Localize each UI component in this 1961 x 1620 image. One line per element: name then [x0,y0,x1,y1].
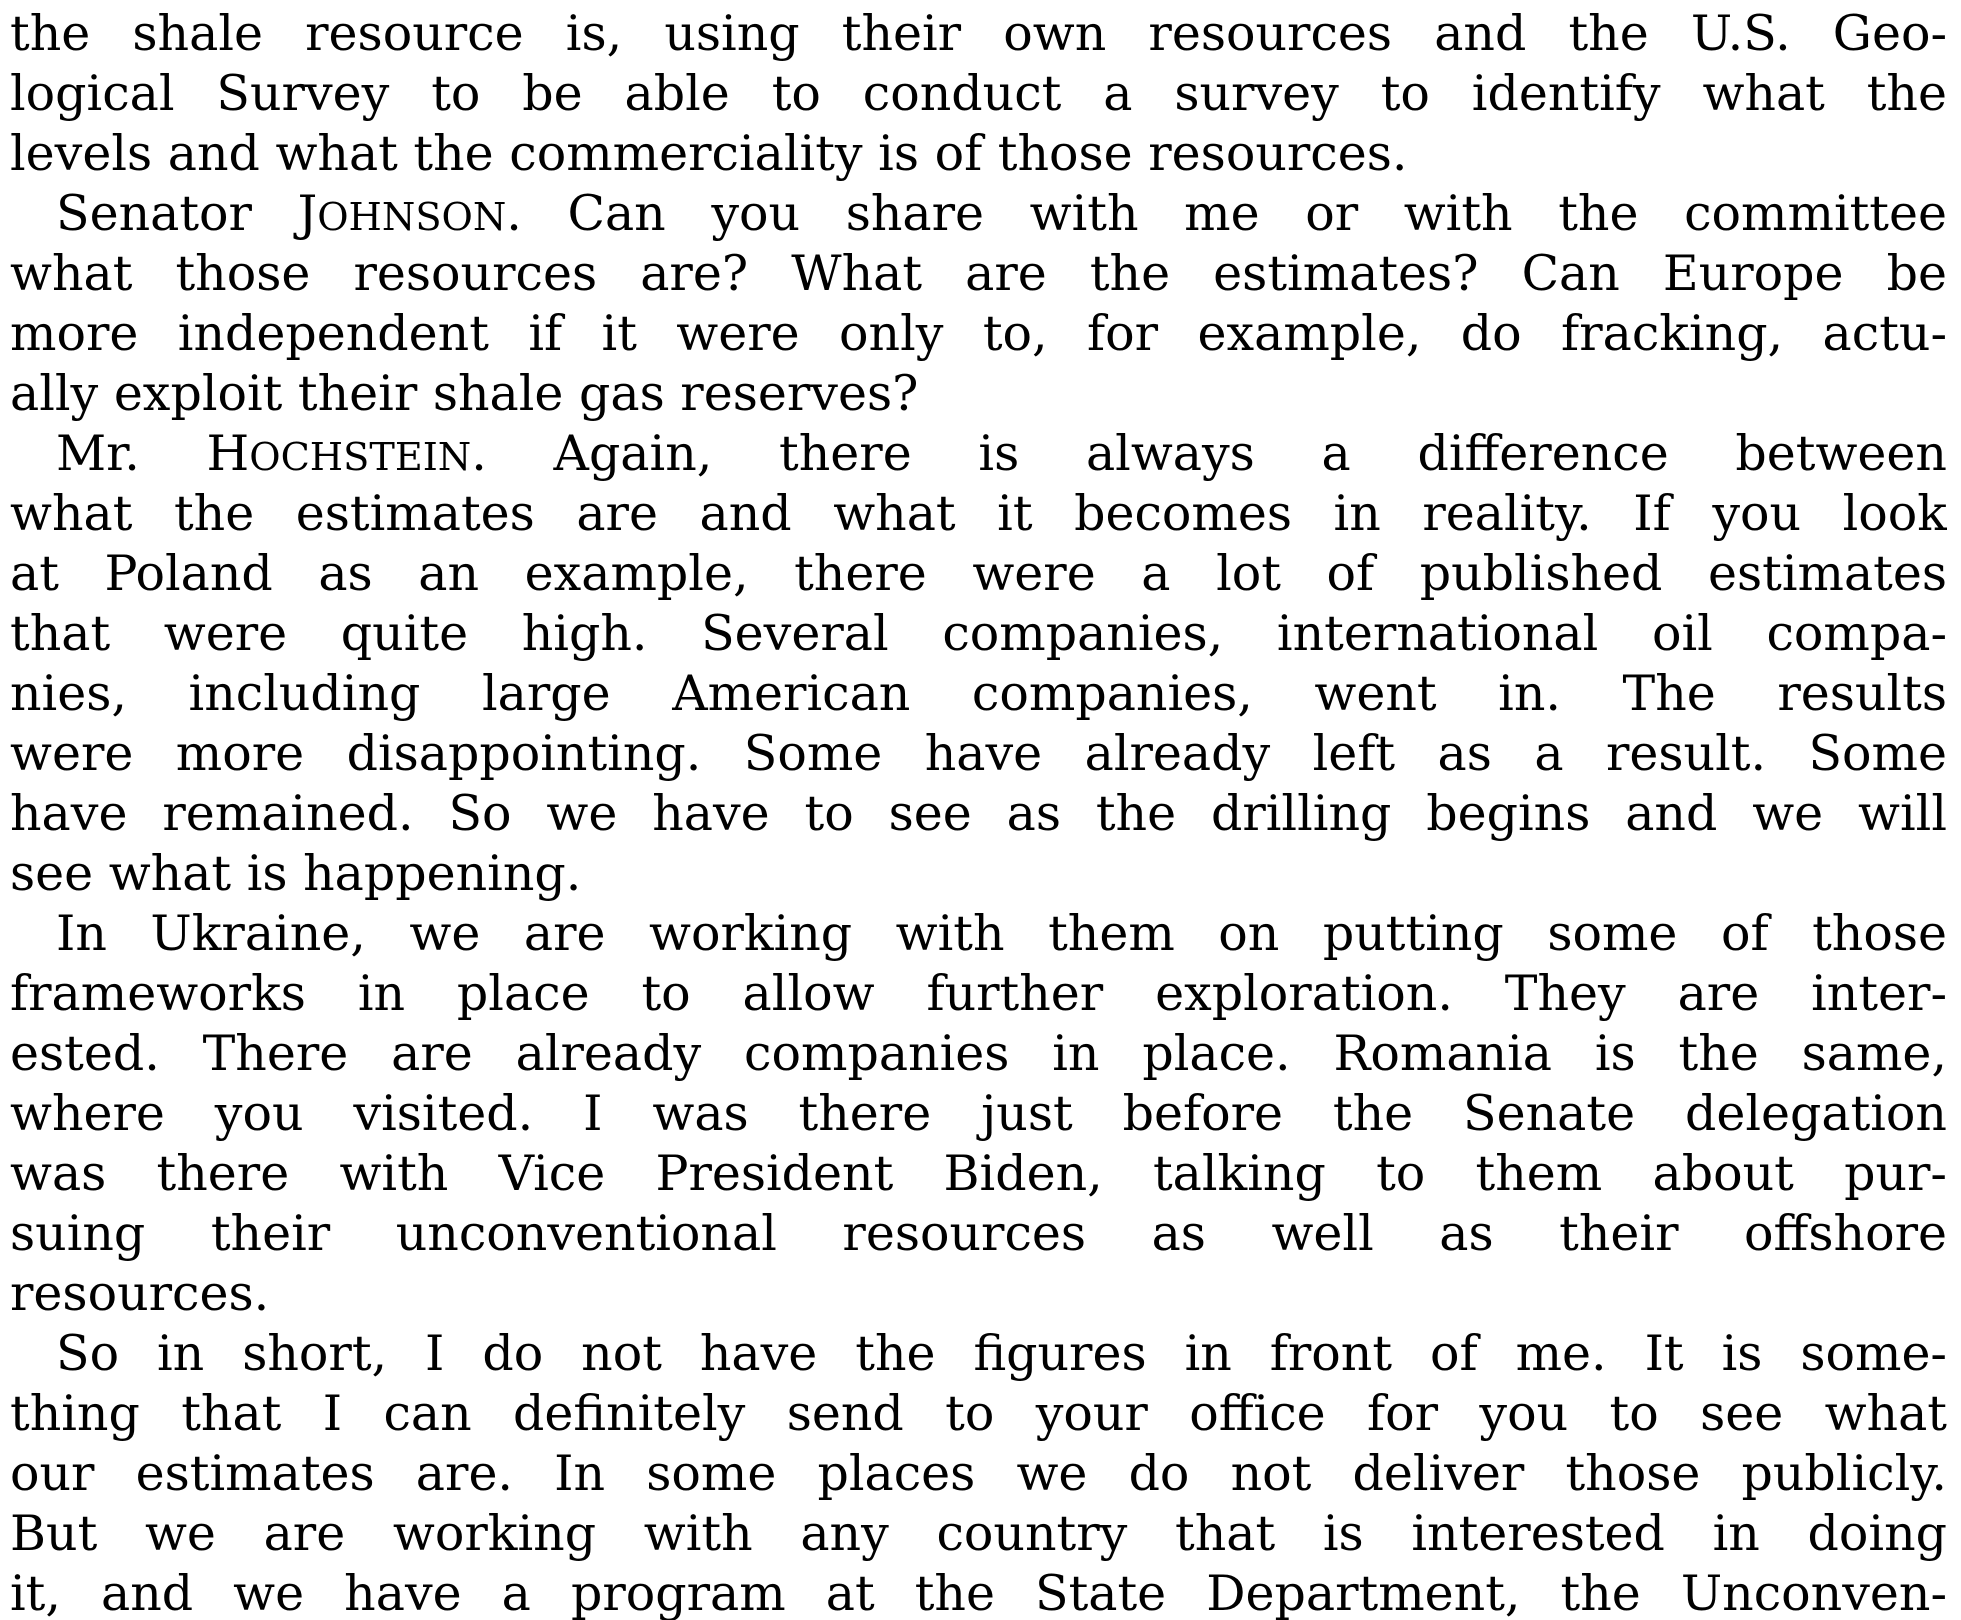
text-segment: it, and we have a program at the State Department, the Unconven- [10,1565,1947,1620]
text-line [10,64,1947,124]
text-line [10,484,1947,544]
text-line [10,1384,1947,1444]
text-line [10,4,1947,64]
text-line [10,1444,1947,1504]
text-line [10,244,1947,304]
text-segment: nies, including large American companies, went in. The results [10,665,1947,722]
text-line [10,904,1947,964]
text-segment: Senator J [56,185,318,242]
text-segment: what those resources are? What are the estimates? Can Europe be [10,245,1947,302]
text-line [10,1204,1947,1264]
text-segment: resources. [10,1265,270,1322]
text-segment: . Again, there is always a difference between [471,425,1947,482]
text-segment: . Can you share with me or with the committee [506,185,1947,242]
text-segment: were more disappointing. Some have already left as a result. Some [10,725,1947,782]
text-line [10,424,1947,484]
text-segment: was there with Vice President Biden, talking to them about pur- [10,1145,1947,1202]
text-line [10,1564,1947,1620]
text-line [10,184,1947,244]
text-line [10,1144,1947,1204]
text-segment: suing their unconventional resources as well as their offshore [10,1205,1947,1262]
text-segment: have remained. So we have to see as the drilling begins and we will [10,785,1947,842]
text-line [10,1084,1947,1144]
text-line [10,724,1947,784]
text-line [10,544,1947,604]
text-line [10,1504,1947,1564]
text-line [10,784,1947,844]
text-segment: the shale resource is, using their own resources and the U.S. Geo- [10,5,1947,62]
text-segment: frameworks in place to allow further exploration. They are inter- [10,965,1947,1022]
text-segment: logical Survey to be able to conduct a survey to identify what the [10,65,1947,122]
text-line [10,844,1947,904]
text-segment: where you visited. I was there just before the Senate delegation [10,1085,1947,1142]
text-line [10,604,1947,664]
text-segment: what the estimates are and what it becomes in reality. If you look [10,485,1947,542]
text-segment: levels and what the commerciality is of those resources. [10,125,1408,182]
text-line [10,964,1947,1024]
text-segment: see what is happening. [10,845,582,902]
text-segment: ested. There are already companies in place. Romania is the same, [10,1025,1947,1082]
text-segment: But we are working with any country that is interested in doing [10,1505,1947,1562]
text-line [10,1264,1947,1324]
text-segment: So in short, I do not have the figures in front of me. It is some- [56,1325,1947,1382]
text-line [10,304,1947,364]
speaker-name-smallcaps: OHNSON [317,196,507,240]
text-segment: that were quite high. Several companies, international oil compa- [10,605,1947,662]
text-line [10,364,1947,424]
text-segment: our estimates are. In some places we do not deliver those publicly. [10,1445,1947,1502]
text-segment: more independent if it were only to, for example, do fracking, actu- [10,305,1947,362]
text-segment: In Ukraine, we are working with them on putting some of those [56,905,1947,962]
text-segment: thing that I can definitely send to your office for you to see what [10,1385,1947,1442]
speaker-name-smallcaps: OCHSTEIN [249,436,472,480]
text-segment: ally exploit their shale gas reserves? [10,365,919,422]
text-line [10,664,1947,724]
text-line [10,1324,1947,1384]
text-segment: at Poland as an example, there were a lot of published estimates [10,545,1947,602]
text-segment: Mr. H [56,425,250,482]
text-line [10,124,1947,184]
text-line [10,1024,1947,1084]
